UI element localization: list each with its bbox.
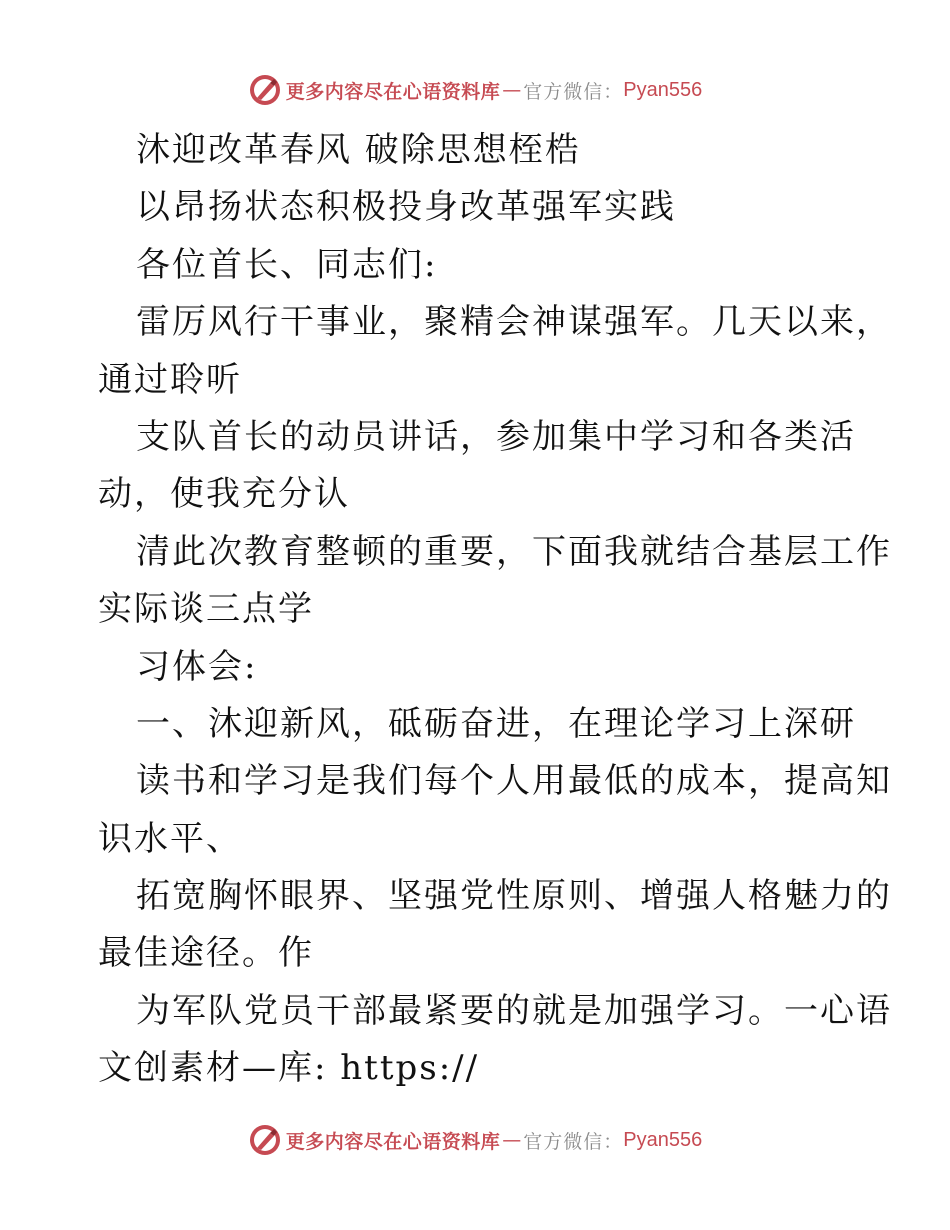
text-line: 雷厉风行干事业，聚精会神谋强军。几天以来，: [136, 302, 892, 343]
text-line: 各位首长、同志们:: [136, 244, 438, 285]
text-line: 支队首长的动员讲话，参加集中学习和各类活: [136, 416, 856, 457]
text-line: 为军队党员干部最紧要的就是加强学习。一心语: [136, 990, 892, 1031]
text-line: 实际谈三点学: [98, 589, 314, 630]
text-line: 文创素材—库: https://: [98, 1048, 480, 1089]
text-line: 一、沐迎新风，砥砺奋进，在理论学习上深研: [136, 703, 856, 744]
text-line: 清此次教育整顿的重要，下面我就结合基层工作: [136, 531, 892, 572]
text-line: 读书和学习是我们每个人用最低的成本，提高知: [136, 761, 892, 802]
text-line: 习体会:: [136, 646, 258, 687]
watermark-wechat-id: Pyan556: [623, 78, 703, 101]
document-body: [98, 122, 892, 1098]
watermark-wechat-id: Pyan556: [623, 1128, 703, 1151]
text-line: 通过聆听: [98, 359, 242, 400]
pen-logo-icon: [248, 73, 282, 107]
watermark-site-text: 更多内容尽在心语资料库: [285, 80, 501, 103]
footer-watermark: [0, 1120, 950, 1160]
text-line: 动，使我充分认: [98, 474, 350, 515]
text-line: 以昂扬状态积极投身改革强军实践: [136, 187, 676, 228]
text-line: 沐迎改革春风 破除思想桎梏: [136, 130, 581, 170]
header-watermark: [0, 70, 950, 110]
watermark-dash: —: [502, 1129, 522, 1151]
pen-logo-icon: [248, 1123, 282, 1157]
text-line: 识水平、: [98, 818, 242, 859]
watermark-official-label: 官方微信：: [523, 1130, 624, 1153]
watermark-official-label: 官方微信：: [523, 80, 624, 103]
watermark-site-text: 更多内容尽在心语资料库: [285, 1130, 501, 1153]
watermark-dash: —: [502, 79, 522, 101]
text-line: 拓宽胸怀眼界、坚强党性原则、增强人格魅力的: [136, 876, 892, 917]
text-line: 最佳途径。作: [98, 933, 314, 974]
